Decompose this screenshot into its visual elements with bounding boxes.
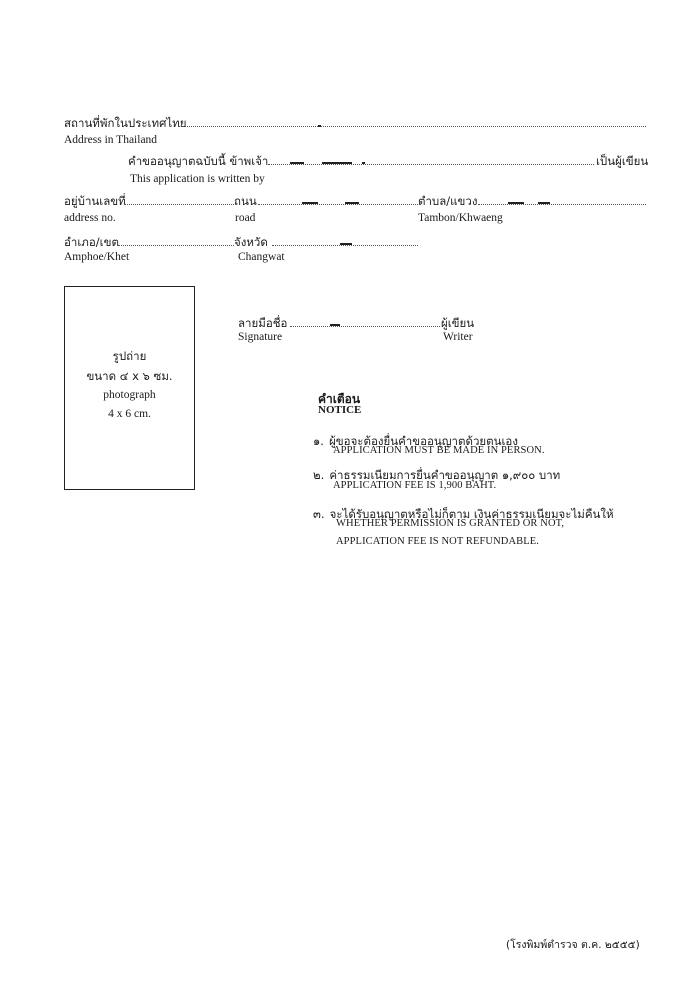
address-field-line[interactable] [178,126,646,127]
signature-field-line[interactable] [290,326,440,327]
photo-thai-label: รูปถ่าย [112,349,147,363]
writer-thai-suffix: เป็นผู้เขียน [596,154,649,168]
writer-name-field-line[interactable] [268,164,594,165]
notice-item-number: ๒. [313,468,325,482]
photo-eng-size: 4 x 6 cm. [108,408,151,420]
house-no-eng-label: address no. [64,212,116,224]
notice-item-thai: ผู้ขอจะต้องยื่นคำขออนุญาตด้วยตนเอง [329,434,518,448]
signature-eng-label: Signature [238,331,283,343]
notice-title-eng: NOTICE [318,404,362,416]
address-thai-label: สถานที่พักในประเทศไทย [64,116,187,130]
house-no-field-line[interactable] [124,204,234,205]
ink-mark [340,243,352,245]
address-eng-label: Address in Thailand [64,134,158,146]
notice-item-eng: WHETHER PERMISSION IS GRANTED OR NOT, [336,518,565,529]
ink-mark [345,202,359,204]
writer-thai-prefix: คำขออนุญาตฉบับนี้ ข้าพเจ้า [128,154,269,168]
ink-mark [362,162,365,164]
ink-mark [508,202,524,204]
photo-thai-size: ขนาด ๔ x ๖ ซม. [86,369,173,383]
tambon-field-line[interactable] [478,204,646,205]
notice-item-eng: APPLICATION FEE IS NOT REFUNDABLE. [336,536,540,547]
ink-mark [318,125,321,127]
house-no-thai-label: อยู่บ้านเลขที่ [64,194,126,208]
road-eng-label: road [235,212,256,224]
changwat-field-line[interactable] [272,245,418,246]
photo-placeholder-box [64,286,195,490]
notice-item-thai: จะได้รับอนุญาตหรือไม่ก็ตาม เงินค่าธรรมเนียมจะไม่คืนให้ [329,507,614,521]
writer-eng-label: This application is written by [130,173,265,185]
road-field-line[interactable] [258,204,418,205]
notice-item-number: ๑. [313,434,324,448]
tambon-thai-label: ตำบล/แขวง [418,194,478,208]
notice-title-thai: คำเตือน [318,392,361,406]
printer-footer: (โรงพิมพ์ตำรวจ ต.ค. ๒๕๕๕) [506,939,640,951]
changwat-eng-label: Changwat [238,251,285,263]
changwat-thai-label: จังหวัด [234,235,268,249]
photo-eng-label: photograph [103,389,156,401]
writer-eng-label: Writer [443,331,473,343]
notice-item-eng: APPLICATION FEE IS 1,900 BAHT. [333,480,497,491]
amphoe-thai-label: อำเภอ/เขต [64,235,119,249]
ink-mark [302,202,318,204]
signature-thai-label: ลายมือชื่อ [238,316,288,330]
road-thai-label: ถนน [234,194,257,208]
notice-item-number: ๓. [313,507,325,521]
notice-item-eng: APPLICATION MUST BE MADE IN PERSON. [333,445,545,456]
tambon-eng-label: Tambon/Khwaeng [418,212,503,224]
ink-mark [322,162,352,164]
ink-mark [330,324,340,326]
amphoe-field-line[interactable] [118,245,234,246]
writer-thai-label: ผู้เขียน [441,316,475,330]
ink-mark [290,162,304,164]
ink-mark [538,202,550,204]
notice-item-thai: ค่าธรรมเนียมการยื่นคำขออนุญาต ๑,๙๐๐ บาท [329,468,561,482]
amphoe-eng-label: Amphoe/Khet [64,251,130,263]
